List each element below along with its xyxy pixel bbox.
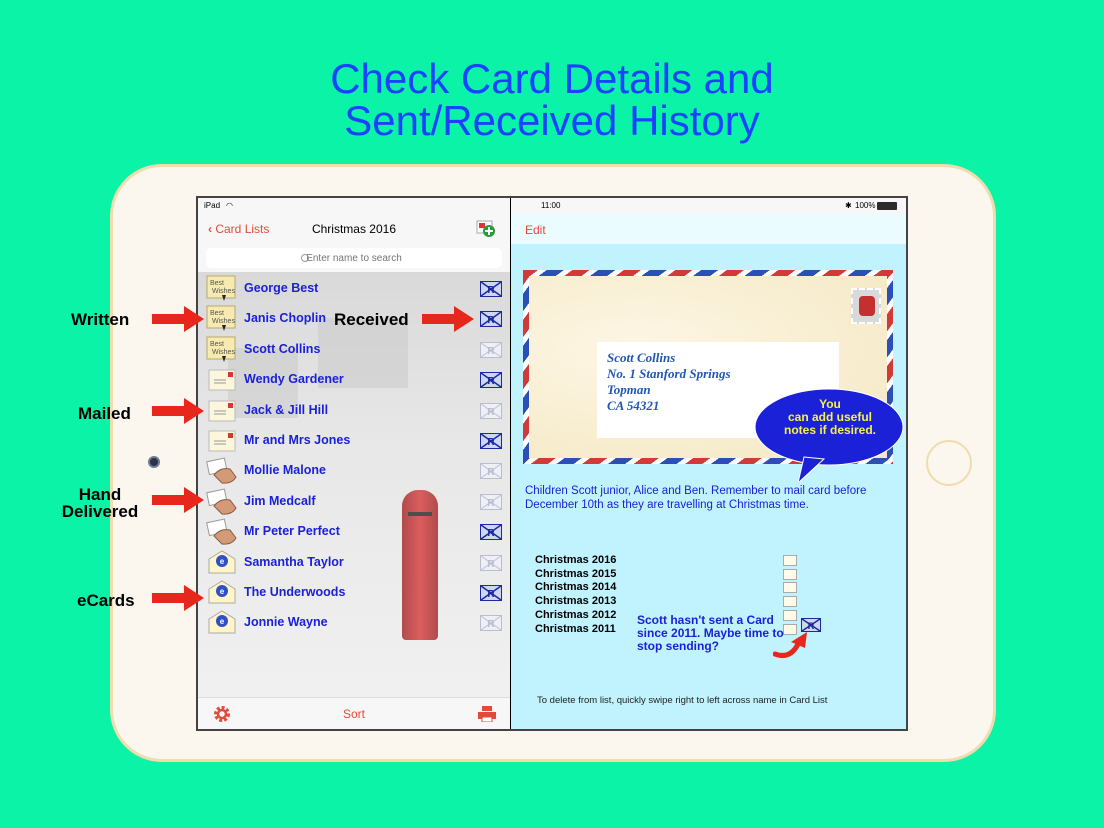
svg-text:e: e	[219, 617, 225, 627]
contact-row[interactable]	[198, 608, 510, 638]
svg-text:e: e	[219, 556, 225, 566]
nav-bar-right	[511, 214, 906, 244]
device-label: iPad	[204, 201, 221, 210]
back-label: Card Lists	[215, 222, 270, 236]
contact-row[interactable]	[198, 548, 510, 578]
not-received-card-icon[interactable]	[480, 463, 502, 479]
chevron-left-icon: ‹	[208, 222, 212, 236]
received-card-icon[interactable]	[480, 281, 502, 297]
not-received-card-icon[interactable]	[480, 494, 502, 510]
edit-button[interactable]: Edit	[525, 223, 546, 237]
received-card-icon[interactable]	[480, 433, 502, 449]
add-card-icon[interactable]	[476, 218, 496, 238]
svg-text:R: R	[487, 406, 495, 418]
history-year: Christmas 2011	[535, 622, 616, 635]
contact-name: Scott Collins	[244, 341, 321, 356]
annotation-hand-line-2: Delivered	[61, 502, 139, 521]
svg-text:R: R	[487, 345, 495, 357]
contact-row[interactable]	[198, 578, 510, 608]
svg-text:R: R	[487, 376, 495, 388]
mailed-envelope-icon	[783, 569, 797, 580]
annotation-received: Received	[334, 310, 409, 329]
contact-name: Mollie Malone	[244, 463, 326, 478]
annotation-mailed: Mailed	[78, 404, 131, 423]
delete-hint: To delete from list, quickly swipe right to left across name in Card List	[537, 695, 828, 706]
received-card-icon[interactable]	[480, 372, 502, 388]
hand-delivered-icon	[206, 518, 238, 546]
history-row	[535, 568, 835, 582]
contact-name: Jack & Jill Hill	[244, 402, 329, 417]
mailed-envelope-icon	[206, 366, 238, 394]
svg-text:R: R	[807, 621, 815, 631]
svg-text:R: R	[487, 315, 495, 327]
contact-name: The Underwoods	[244, 585, 346, 599]
headline	[0, 55, 1104, 144]
contact-name: Samantha Taylor	[244, 554, 344, 569]
received-card-icon[interactable]	[480, 524, 502, 540]
history-row	[535, 554, 835, 568]
headline-line-1: Check Card Details and	[330, 55, 774, 102]
contact-name: Jim Medcalf	[244, 493, 316, 508]
card-notes[interactable]: Children Scott junior, Alice and Ben. Remember to mail card before December 10th as they are travelling at Christmas time.	[525, 485, 867, 511]
svg-text:R: R	[487, 467, 495, 479]
red-arrow-right-icon	[152, 398, 204, 424]
contact-row[interactable]	[198, 335, 510, 365]
annotation-ecards: eCards	[77, 591, 135, 610]
annotation-hand-line-1: Hand	[78, 485, 122, 504]
mailed-envelope-icon	[783, 582, 797, 593]
search-icon	[301, 254, 309, 262]
written-card-icon	[206, 336, 238, 364]
contact-name: Jonnie Wayne	[244, 615, 328, 630]
written-card-icon	[783, 555, 797, 566]
list-title: Christmas 2016	[311, 222, 397, 236]
svg-text:R: R	[487, 528, 495, 540]
red-arrow-right-icon	[422, 306, 474, 332]
history-year: Christmas 2016	[535, 554, 617, 566]
written-card-icon	[206, 275, 238, 303]
printer-icon[interactable]	[478, 706, 496, 722]
search-input[interactable]	[206, 248, 502, 268]
contact-row[interactable]	[198, 396, 510, 426]
wifi-icon: ◠	[226, 201, 233, 210]
callout-line-3: notes if desired.	[783, 423, 877, 437]
contact-row[interactable]	[198, 487, 510, 517]
callout-line-1: You	[819, 397, 841, 411]
address-line-3: Topman	[607, 382, 651, 397]
svg-text:Wishes: Wishes	[212, 288, 235, 295]
history-year: Christmas 2014	[535, 581, 617, 594]
annotation-hand-delivered	[54, 486, 146, 520]
hand-delivered-icon	[206, 457, 238, 485]
not-received-card-icon[interactable]	[480, 555, 502, 571]
ecard-icon	[206, 549, 238, 577]
battery-icon	[877, 202, 897, 210]
headline-line-2: Sent/Received History	[344, 97, 760, 144]
history-year: Christmas 2012	[535, 608, 617, 621]
status-bar-left	[198, 198, 510, 214]
home-button[interactable]	[926, 440, 972, 486]
history-row	[535, 581, 835, 595]
search-bar	[198, 244, 510, 272]
red-curved-arrow	[773, 630, 815, 660]
svg-text:Best: Best	[210, 340, 225, 348]
mailed-envelope-icon	[783, 596, 797, 607]
camera-icon	[148, 456, 160, 468]
annotation-written: Written	[71, 310, 130, 329]
contact-name: George Best	[244, 281, 319, 295]
not-received-card-icon[interactable]	[480, 403, 502, 419]
contact-row[interactable]	[198, 426, 510, 456]
address-line-2: No. 1 Stanford Springs	[607, 366, 731, 381]
mailed-envelope-icon	[206, 397, 238, 425]
svg-text:Best: Best	[210, 310, 225, 318]
ecard-icon	[206, 579, 238, 607]
ecard-icon	[206, 609, 238, 637]
svg-text:Wishes: Wishes	[212, 318, 235, 326]
svg-text:R: R	[487, 619, 495, 631]
mailed-envelope-icon	[206, 427, 238, 455]
battery-percent: 100%	[855, 201, 876, 210]
contact-row[interactable]	[198, 365, 510, 395]
callout-line-2: can add useful	[787, 410, 873, 424]
red-arrow-right-icon	[152, 306, 204, 332]
svg-text:e: e	[219, 587, 225, 596]
history-year: Christmas 2013	[535, 595, 617, 608]
history-note: Scott hasn't sent a Card since 2011. Maybe time to stop sending?	[637, 613, 784, 653]
not-received-card-icon[interactable]	[480, 342, 502, 358]
address-line-1: Scott Collins	[607, 350, 676, 365]
card-list-pane	[198, 198, 510, 729]
status-time: 11:00	[541, 201, 561, 210]
red-arrow-right-icon	[152, 585, 204, 611]
contact-row[interactable]	[198, 517, 510, 547]
contact-row[interactable]	[198, 456, 510, 486]
status-bar-right	[511, 198, 906, 214]
svg-text:R: R	[487, 285, 495, 296]
written-card-icon	[206, 305, 238, 333]
contact-name: Janis Choplin	[244, 311, 326, 326]
stamp-icon	[851, 288, 881, 324]
svg-text:R: R	[487, 497, 495, 509]
contact-name: Mr Peter Perfect	[244, 524, 340, 539]
sort-button[interactable]: Sort	[342, 707, 365, 721]
svg-text:R: R	[487, 558, 495, 570]
address-line-4: CA 54321	[607, 398, 660, 413]
history-year: Christmas 2015	[535, 567, 617, 580]
not-received-card-icon[interactable]	[480, 615, 502, 631]
back-to-card-lists-button[interactable]	[208, 222, 269, 236]
contact-row[interactable]	[198, 274, 510, 304]
contact-name: Mr and Mrs Jones	[244, 433, 351, 447]
callout-text	[760, 398, 900, 437]
svg-text:Wishes: Wishes	[212, 348, 235, 356]
svg-text:R: R	[487, 437, 495, 448]
received-card-icon[interactable]	[480, 585, 502, 601]
contact-name: Wendy Gardener	[244, 372, 344, 387]
red-arrow-right-icon	[152, 487, 204, 513]
svg-text:R: R	[487, 589, 495, 600]
received-card-icon[interactable]	[480, 311, 502, 327]
bottom-toolbar	[198, 697, 510, 729]
history-row	[535, 595, 835, 609]
nav-bar-left	[198, 214, 510, 244]
bluetooth-icon: ✱	[845, 201, 852, 210]
hand-delivered-icon	[206, 488, 238, 516]
svg-text:Best: Best	[210, 280, 225, 287]
